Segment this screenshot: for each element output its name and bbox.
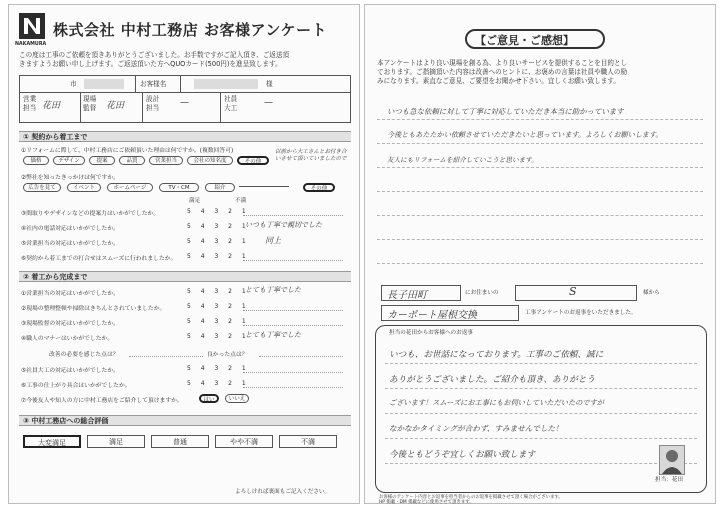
scale-header-dissatisfied: 不満: [235, 198, 247, 204]
s1-q4-comment: いつも丁寧で親切でした: [245, 221, 322, 229]
survey-back-page: [364, 4, 716, 504]
s1-q5-comment: 同上: [265, 236, 281, 245]
s1-q3-text: ③間取りやデザインなどの提案力はいかがでしたか。: [21, 211, 160, 217]
survey-title: 株式会社 中村工務店 お客様アンケート: [53, 21, 328, 39]
city-label: 市: [70, 80, 77, 88]
reply-line-5: 今後ともどうぞ宜しくお願い致します: [389, 450, 536, 460]
q2-choice-homepage[interactable]: ホームページ: [107, 183, 153, 192]
q2-choice-ad[interactable]: 広告を見て: [23, 183, 61, 192]
scale-header-satisfied: 満足: [189, 198, 201, 204]
overall-slightly-dissatisfied[interactable]: やや不満: [215, 435, 273, 448]
feedback-title: 【ご意見・ご感想】: [475, 34, 574, 47]
sales-label: 営業担当: [23, 95, 37, 112]
s2-q2-text: ②現場の整理整頓や掃除はきちんとされていましたか。: [21, 306, 166, 312]
s2-q4-scale[interactable]: 5 4 3 2 1: [187, 333, 250, 340]
survey-front-page: [8, 4, 360, 504]
s2-q3-text: ③現場監督の対応はいかがでしたか。: [21, 321, 119, 327]
design-value: —: [180, 98, 189, 108]
q1-choice-design[interactable]: デザイン: [53, 156, 85, 165]
nakamura-logo: [19, 13, 45, 39]
q1-choice-other[interactable]: その他: [237, 156, 269, 165]
s2-q1-text: ①営業担当の対応はいかがでしたか。: [21, 291, 119, 297]
q2-choice-other[interactable]: その他: [303, 183, 335, 192]
recommend-yes[interactable]: はい: [199, 394, 219, 403]
s2-q6-scale[interactable]: 5 4 3 2 1: [187, 380, 250, 387]
staff-photo: [659, 445, 685, 475]
address-value: 長子田町: [387, 290, 427, 301]
honorific: 様: [266, 80, 273, 88]
reply-line-4: なかなかタイミングが合わず、すみませんでした！: [389, 424, 563, 433]
reply-line-3: ございます！スムーズにお工事にもお伺いしていただいたのですが: [389, 398, 604, 407]
q1-choice-quality[interactable]: 品質: [119, 156, 145, 165]
carpenter-value: —: [264, 98, 273, 108]
s2-q1-scale[interactable]: 5 4 3 2 1: [187, 288, 250, 295]
customer-info-table: [19, 75, 351, 123]
recommend-no[interactable]: いいえ: [225, 394, 249, 403]
staff-caption: 担当：花田: [655, 477, 683, 483]
feedback-intro: 本アンケートはより良い現場を創る為、より良いサービスを提供することを目的とし ております。ご指摘頂いた内容は改善へのヒントに、お褒めの言葉は社員や職人の励 みになります。素直なご意見、ご要望をお聞かせ下さい。宜しくお願い致します。: [377, 59, 628, 85]
name-value: S: [569, 285, 577, 298]
city-redacted: [84, 79, 124, 89]
s2-q3-scale[interactable]: 5 4 3 2 1: [187, 318, 250, 325]
s2-q5-text: ⑤社員大工の対応はいかがでしたか。: [21, 368, 119, 374]
comment-line-3: 友人にもリフォームを紹介していこうと思います。: [387, 156, 538, 164]
carpenter-label: 社員大工: [224, 95, 238, 112]
address-suffix: にお住まいの: [465, 290, 499, 296]
s2-q4-comment: とても丁寧でした: [245, 331, 301, 339]
s1-q5-text: ⑤営業担当の対応はいかがでしたか。: [21, 241, 119, 247]
design-label: 設計担当: [146, 95, 160, 112]
s2-q6-text: ⑥工事の仕上がり具合はいかがでしたか。: [21, 383, 131, 389]
s2-q7-text: ⑦今後友人や知人の方に中村工務店をご紹介して頂けますか。: [21, 398, 183, 404]
customer-name-label: お客様名: [140, 80, 167, 88]
overall-very-satisfied[interactable]: 大変満足: [23, 435, 81, 448]
q1-handwritten-note: 以前から大工さんとお付き合いさせて頂いていましたので: [275, 149, 347, 162]
improve-text: 改善の必要を感じた点は？: [49, 352, 119, 358]
customer-name-redacted: [194, 79, 258, 89]
s1-q6-text: ⑥契約から着工までの打合せはスムーズに行われましたか。: [21, 256, 177, 262]
sales-value: 花田: [42, 101, 61, 111]
site-value: 花田: [106, 101, 125, 111]
q1-choice-proposal[interactable]: 提案: [89, 156, 115, 165]
q2-choice-tvcm[interactable]: TV・CM: [159, 183, 199, 192]
comment-line-1: いつも急な依頼に対して丁寧に対応していただき本当に助かっています: [387, 107, 624, 116]
comment-line-2: 今後ともあたたかい依頼させていただきたいと思っています。よろしくお願いします。: [387, 130, 663, 139]
s2-q5-scale[interactable]: 5 4 3 2 1: [187, 365, 250, 372]
q1-choice-reputation[interactable]: 会社の知名度: [187, 156, 233, 165]
intro-text: この度は工事のご依頼を頂きありがとうございました。お手数ですがご記入頂き、ご返送頂 きますようお願い申し上げます。ご返送頂いた方へQUOカード(500円)を進呈致します。: [19, 51, 290, 68]
s1-q6-scale[interactable]: 5 4 3 2 1: [187, 253, 250, 260]
q2-choice-referral[interactable]: 紹介: [205, 183, 235, 192]
s2-q4-text: ④職人のマナーはいかがでしたか。: [21, 336, 114, 342]
s1-q4-text: ④社内の電話対応はいかがでしたか。: [21, 226, 119, 232]
reply-line-2: ありがとうございました。ご紹介も頂き、ありがとう: [389, 375, 595, 385]
s2-q1-comment: とても丁寧でした: [245, 286, 301, 294]
q2-choice-event[interactable]: イベント: [67, 183, 101, 192]
section3-header: ③ 中村工務店への総合評価: [19, 415, 351, 426]
work-suffix: 工事アンケートのお返事をいただきました。: [525, 310, 637, 316]
q1-choice-sales[interactable]: 営業担当: [149, 156, 183, 165]
overall-neutral[interactable]: 普通: [151, 435, 209, 448]
q2-text: ②弊社を知ったきっかけは何ですか。: [21, 175, 119, 181]
right-footer: お客様のアンケート内容とお返事を担当者からのお返事を掲載させて頂く場合がございます。 HP 掲載・DM 掲載などに使用させて頂きます。: [379, 495, 563, 505]
overall-satisfied[interactable]: 満足: [87, 435, 145, 448]
logo-text: NAKAMURA: [15, 42, 47, 47]
q1-text: ①リフォームに際して、中村工務店にご依頼頂いた理由は何ですか。(複数回答可): [21, 148, 234, 154]
reply-line-1: いつも、お世話になっております。工事のご依頼、誠に: [389, 350, 604, 360]
work-value: カーポート屋根交換: [387, 310, 477, 321]
s1-q4-scale[interactable]: 5 4 3 2 1: [187, 223, 250, 230]
name-suffix: 様から: [643, 290, 660, 296]
overall-dissatisfied[interactable]: 不満: [279, 435, 337, 448]
s1-q3-scale[interactable]: 5 4 3 2 1: [187, 208, 250, 215]
site-label: 現場監督: [83, 95, 97, 112]
good-points-text: 良かった点は？: [207, 352, 248, 358]
left-footer: よろしければ裏面もご記入ください。: [235, 489, 331, 495]
section2-header: ② 着工から完成まで: [19, 271, 351, 282]
s1-q5-scale[interactable]: 5 4 3 2 1: [187, 238, 250, 245]
q1-choice-price[interactable]: 価格: [23, 156, 49, 165]
section1-header: ① 契約から着工まで: [19, 131, 351, 142]
s2-q2-scale[interactable]: 5 4 3 2 1: [187, 303, 250, 310]
reply-header: 担当の花田からお客様へのお返事: [389, 330, 473, 336]
